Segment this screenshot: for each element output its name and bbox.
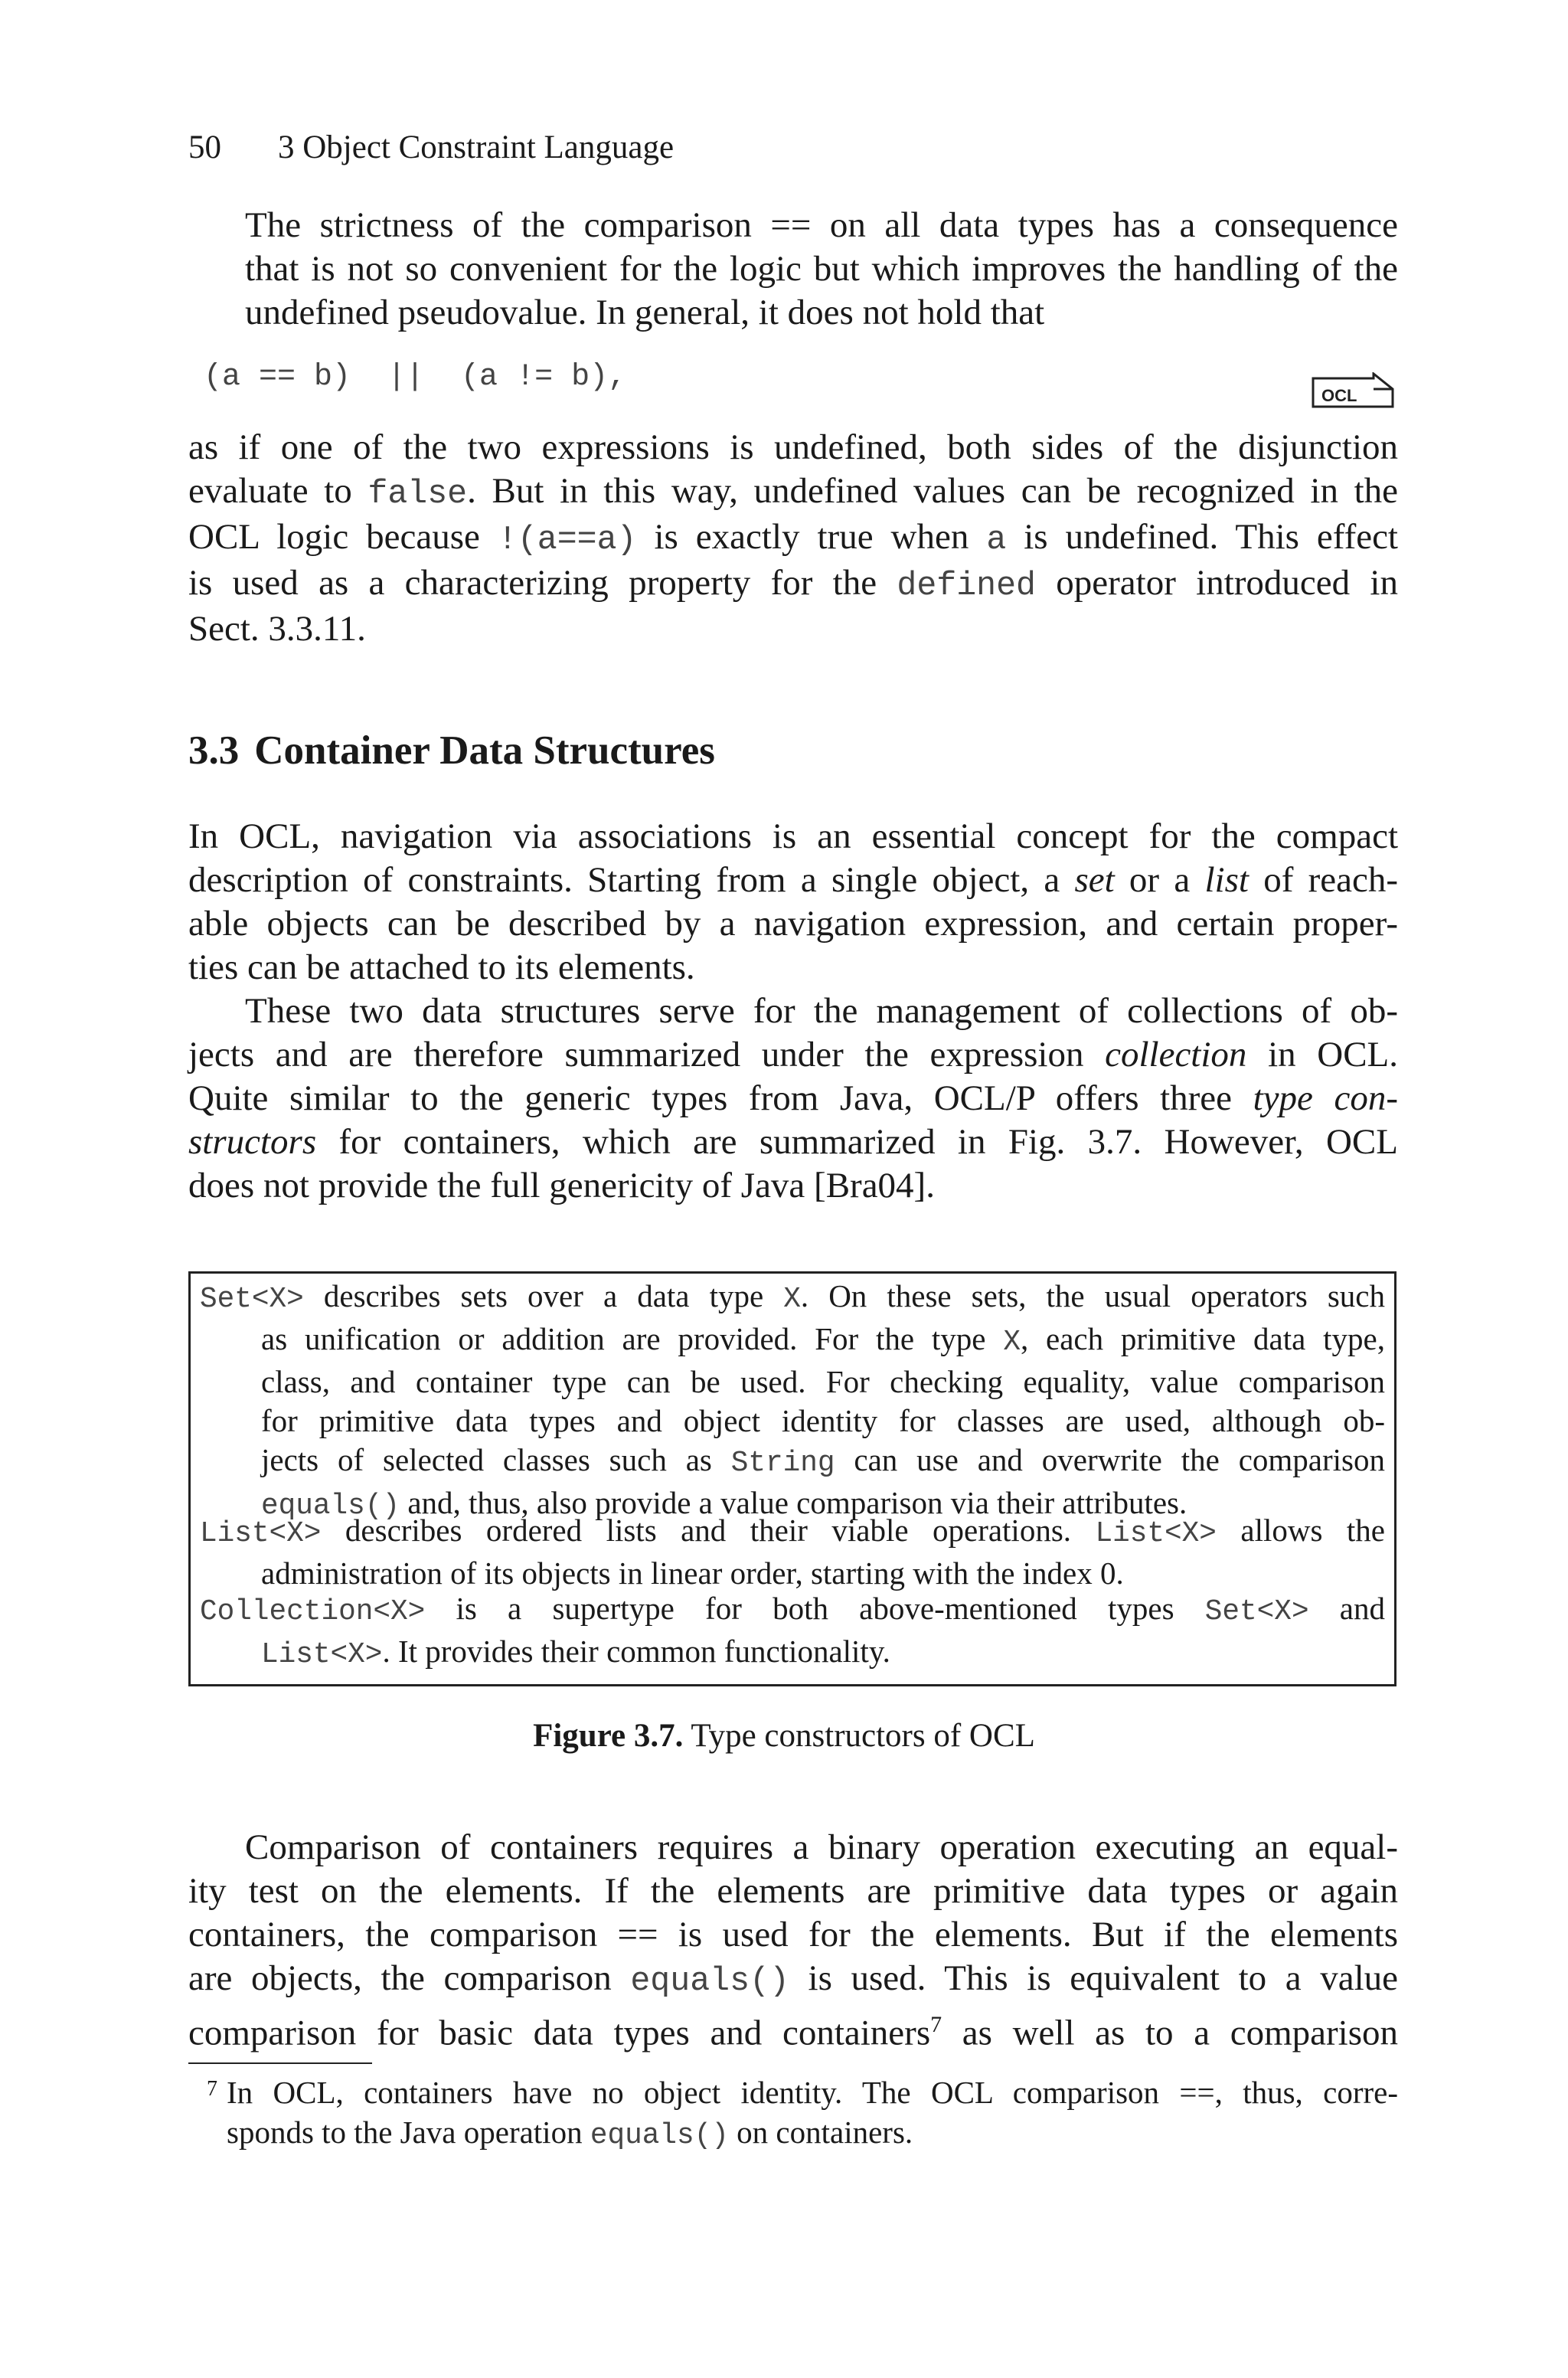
paragraph-navigation: In OCL, navigation via associations is an essential concept for the compact description of constraints. Starting from a single object, a set or a list of reach- able objects can be described by a navigation expression, and certain proper- ties can be attached to its elements. (188, 816, 1398, 987)
footnote-rule (188, 2062, 372, 2064)
fig-entry-collection: Collection<X> is a supertype for both above-mentioned types Set<X> and List<X>. It provides their common functionality. (200, 1591, 1385, 1671)
running-head (188, 129, 674, 166)
paragraph-undefined: as if one of the two expressions is undefined, both sides of the disjunction evaluate to false. But in this way, undefined values can be recognized in the OCL logic because !(a==a) is exactly true when a is undefined. This effect is used as a characterizing property for the defined operator introduced in Sect. 3.3.11. (188, 427, 1398, 649)
term-set: Set<X> (200, 1284, 304, 1316)
paragraph-comparison: Comparison of containers requires a binary operation executing an equal- ity test on the elements. If the elements are primitive data types or again containers, the comparison == is used for the elements. But if the elements are objects, the comparison equals() is used. This is equivalent to a value comparison for basic data types and containers$^7$ as well as to a comparison (188, 1827, 1398, 2053)
chapter-title: 3 Object Constraint Language (278, 129, 675, 165)
figure-caption (0, 1717, 1568, 1755)
section-title: Container Data Structures (254, 728, 715, 773)
page-number: 50 (188, 129, 221, 165)
section-heading (188, 728, 715, 774)
footnote: 7 In OCL, containers have no object identity. The OCL comparison ==, thus, corre- sponds to the Java operation equals() on containers. (188, 2072, 1398, 2156)
term-list: List<X> (200, 1518, 322, 1550)
ocl-badge-label: OCL (1321, 386, 1357, 405)
footnote-marker: 7 (207, 2077, 217, 2101)
fig-entry-list: List<X> describes ordered lists and their viable operations. List<X> allows the administration of its objects in linear order, starting with the index 0. (200, 1513, 1385, 1591)
ocl-badge (1311, 372, 1395, 409)
figure-type-constructors (188, 1271, 1396, 1686)
intro-paragraph: The strictness of the comparison == on all data types has a consequence that is not so convenient for the logic but which improves the handling of the undefined pseudovalue. In general, it does not hold that (245, 205, 1398, 332)
section-number: 3.3 (188, 728, 240, 773)
term-collection: Collection<X> (200, 1596, 426, 1628)
caption-label: Figure 3.7. (533, 1718, 684, 1754)
footnote-ref: 7 (930, 2012, 942, 2037)
caption-text: Type constructors of OCL (683, 1718, 1035, 1754)
code-example: (a == b) || (a != b), (204, 360, 627, 394)
fig-entry-set: Set<X> describes sets over a data type X. On these sets, the usual operators such as unification or addition are provided. For the type X, each primitive data type, class, and container type can be used. For checking equality, value comparison for primitive data types and object identity for classes are used, although ob- jects of selected classes such as String can use and overwrite the comparison equals() and, thus, also provide a value comparison via their attributes. (200, 1278, 1385, 1523)
paragraph-collections: These two data structures serve for the management of collections of ob- jects and are therefore summarized under the expression collection in OCL. Quite similar to the generic types from Java, OCL/P offers three type con- structors for containers, which are summarized in Fig. 3.7. However, OCL does not provide the full genericity of Java [Bra04]. (188, 991, 1399, 1205)
